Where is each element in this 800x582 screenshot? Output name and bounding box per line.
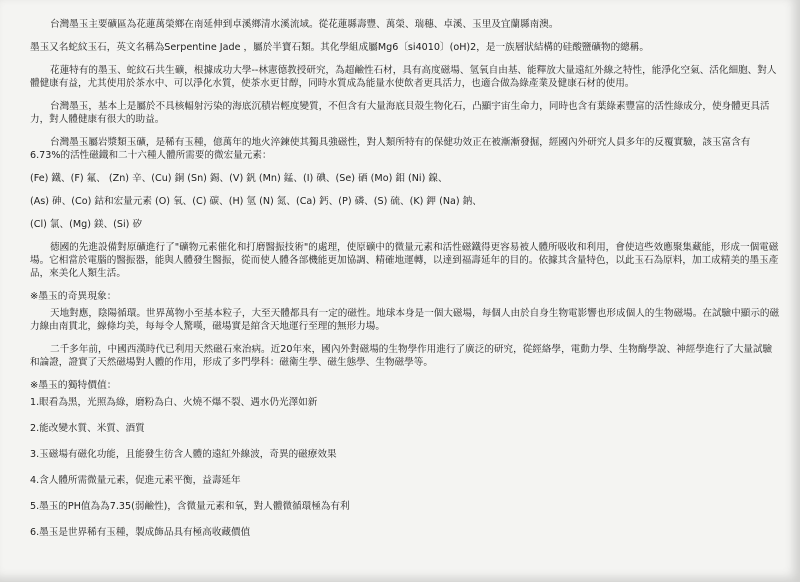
paragraph-radiation-free: 台灣墨玉，基本上是屬於不具核輻射污染的海底沉積岩輕度變質，不但含有大量海底貝殼生物化石，凸顯宇宙生命力，同時也含有葉綠素豐富的活性綠成分，使身體更具活力，對人體健康有很大的助益。 <box>30 101 770 125</box>
document-body <box>30 18 780 552</box>
list-item: 4.含人體所需微量元素，促進元素平衡，益壽延年 <box>30 475 241 486</box>
list-item: 5.墨玉的PH值為為7.35(弱鹼性)，含微量元素和氧，對人體微循環極為有利 <box>30 501 350 512</box>
mineral-line-1: (Fe) 鐵、(F) 氟、 (Zn) 辛、(Cu) 銅 (Sn) 錫、(V) 釩 (Mn) 錳、(I) 碘、(Se) 硒 (Mo) 鉬 (Ni) 鎳、 <box>30 173 448 184</box>
paragraph-research: 花蓮特有的墨玉、蛇紋石共生礦，根據成功大學--林憲德教授研究，為超鹼性石材，具有高度磁場、氫氧自由基、能釋放大量遠紅外線之特性，能淨化空氣、活化細胞、對人體健康有益，尤其使用於茶水中、可以淨化水質，使茶水更甘醇，同時水質成為能量水使飲者更具活力，也適合做為綠產業及健康石材的使用。 <box>30 65 777 89</box>
mineral-line-2: (As) 砷、(Co) 鈷和宏量元素 (O) 氧、(C) 碳、(H) 氫 (N) 氮、(Ca) 鈣、(P) 磷、(S) 硫、(K) 鉀 (Na) 鈉、 <box>30 196 482 207</box>
mineral-line-3: (Cl) 氯、(Mg) 鎂、(Si) 矽 <box>30 219 143 230</box>
paragraph-mining-area: 台灣墨玉主要礦區為花蓮萬榮鄉在南延伸到卓溪鄉清水溪流域。從花蓮縣壽豐、萬榮、瑞穗、卓溪、玉里及宜蘭縣南澳。 <box>50 19 559 30</box>
list-item: 1.眼看為黑，光照為綠，磨粉為白、火燒不爆不裂、遇水仍光澤如新 <box>30 397 318 408</box>
paragraph-wonder-2: 二千多年前，中國西漢時代已利用天然磁石來治病。近20年來，國內外對磁場的生物學作用進行了廣泛的研究，從經絡學，電動力學、生物酶學說、神經學進行了大量試驗和論證，證實了天然磁場對人體的作用，形成了多門學科：磁衛生學、磁生態學、生物磁學等。 <box>30 344 773 368</box>
list-item: 2.能改變水質、米質、酒質 <box>30 423 145 434</box>
heading-unique-value: ※墨玉的獨特價值： <box>30 380 117 391</box>
paragraph-wonder-1: 天地對應，陰陽循環。世界萬物小至基本粒子，大至天體都具有一定的磁性。地球本身是一個大磁場，每個人由於自身生物電影響也形成個人的生物磁場。在試驗中顯示的磁力線由南貫北，線條均美，每每令人驚嘆，磁場實是綰含天地運行至理的無形力場。 <box>30 308 780 332</box>
list-item: 3.玉磁場有磁化功能，且能發生彷含人體的遠紅外線波，奇異的磁療效果 <box>30 449 337 460</box>
paragraph-magnetic: 台灣墨玉屬岩漿類玉礦，是稀有玉種，億萬年的地火淬鍊使其獨具強磁性，對人類所特有的保健功效正在被漸漸發掘，經國內外研究人員多年的反覆實驗，該玉富含有6.73%的活性磁鐵和二十六種人體所需要的微宏量元素： <box>30 137 751 161</box>
paragraph-name-origin: 墨玉又名蛇紋玉石，英文名稱為Serpentine Jade ，屬於半寶石類。其化學組成屬Mg6〔si4010〕(oH)2，是一族層狀結構的硅酸鹽礦物的總稱。 <box>30 42 649 53</box>
heading-wonder: ※墨玉的奇異現象： <box>30 291 117 302</box>
list-item: 6.墨玉是世界稀有玉種，製成飾品具有極高收藏價值 <box>30 527 251 538</box>
paragraph-german-tech: 德國的先進設備對原礦進行了"礦物元素催化和打磨醫振技術"的處理，使原礦中的微量元素和活性磁鐵得更容易被人體所吸收和利用，會使這些效應聚集藏能，形成一個電磁場。它相當於電腦的醫振器，能與人體發生醫振，從而使人體各部機能更加協調、精確地運轉，以達到福壽延年的目的。依據其含量特色，以此玉石為原料，加工成精美的墨玉產品，來美化人類生活。 <box>30 242 779 279</box>
